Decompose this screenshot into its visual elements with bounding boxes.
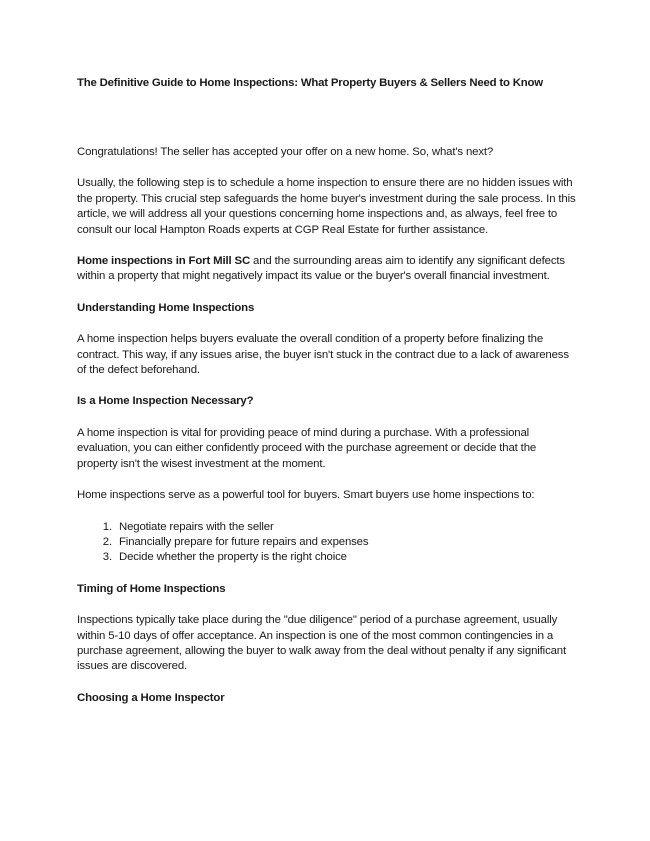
list-item: 2. Financially prepare for future repairs and expenses [115, 535, 577, 550]
buyer-uses-list [77, 520, 577, 566]
paragraph-smart-buyers: Home inspections serve as a powerful tool for buyers. Smart buyers use home inspections to: [77, 489, 535, 502]
fort-mill-text: and the surrounding areas aim to identify any significant defects within a property that might negatively impact its value or the buyer's overall financial investment. [77, 255, 565, 283]
intro-paragraph: Congratulations! The seller has accepted your offer on a new home. So, what's next? [77, 146, 494, 158]
paragraph-next-step: Usually, the following step is to schedule a home inspection to ensure there are no hidden issues with the property. This crucial step safeguards the home buyer's investment during the sale process. In this article, we will address all your questions concerning home inspections and, as always, feel free to consult our local Hampton Roads experts at CGP Real Estate for further assistance. [77, 177, 576, 236]
fort-mill-highlight: Home inspections in Fort Mill SC [77, 255, 251, 268]
heading-necessary: Is a Home Inspection Necessary? [77, 395, 254, 408]
heading-understanding: Understanding Home Inspections [77, 301, 255, 314]
heading-choosing-inspector: Choosing a Home Inspector [77, 691, 225, 704]
paragraph-understanding: A home inspection helps buyers evaluate the overall condition of a property before finalizing the contract. This way, if any issues arise, the buyer isn't stuck in the contract due to a lack of awareness of the defect beforehand. [77, 333, 569, 377]
document-page [77, 70, 577, 722]
list-item: 3. Decide whether the property is the right choice [115, 550, 577, 565]
paragraph-fort-mill [77, 254, 577, 285]
list-item: 1. Negotiate repairs with the seller [115, 520, 577, 535]
document-title: The Definitive Guide to Home Inspections: What Property Buyers & Sellers Need to Know [77, 77, 543, 89]
paragraph-timing: Inspections typically take place during the "due diligence" period of a purchase agreement, usually within 5-10 days of offer acceptance. An inspection is one of the most common contingencies in a purchase agreement, allowing the buyer to walk away from the deal without penalty if any significant issues are discovered. [77, 614, 566, 673]
heading-timing: Timing of Home Inspections [77, 582, 226, 595]
paragraph-necessary: A home inspection is vital for providing peace of mind during a purchase. With a professional evaluation, you can either confidently proceed with the purchase agreement or decide that the property isn't the wisest investment at the moment. [77, 426, 537, 470]
